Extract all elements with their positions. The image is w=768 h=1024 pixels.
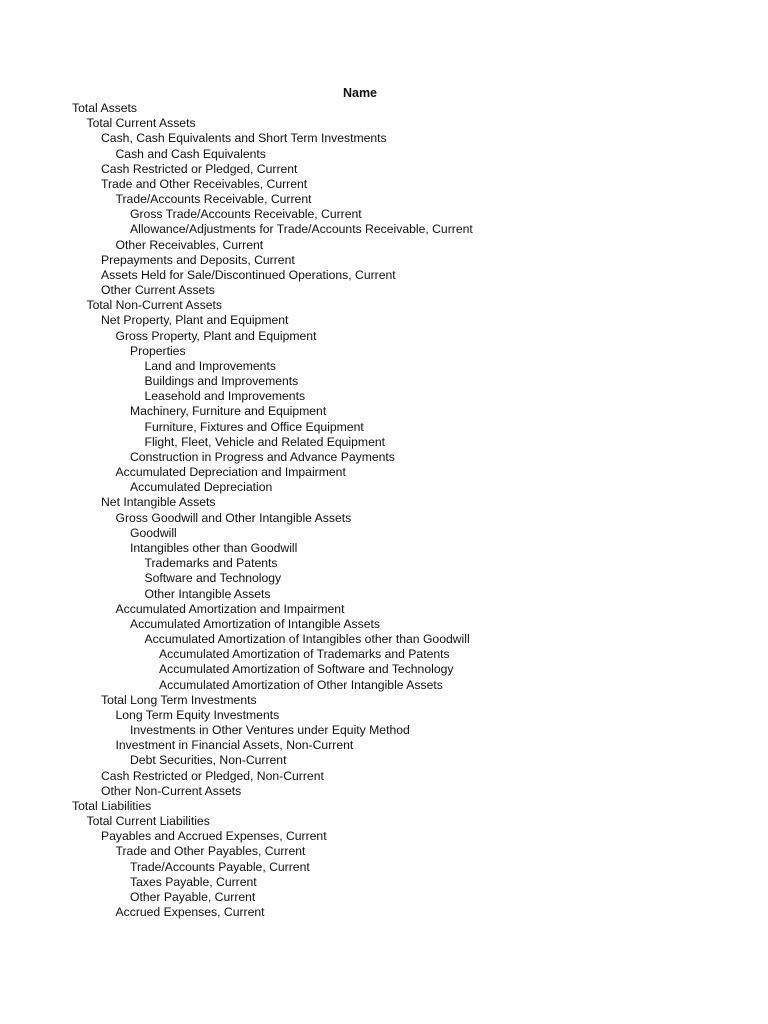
line-item: Long Term Equity Investments	[115, 707, 280, 722]
line-item: Total Assets	[72, 101, 138, 115]
line-item: Other Receivables, Current	[115, 237, 264, 252]
line-item: Debt Securities, Non-Current	[130, 753, 287, 768]
line-item: Cash Restricted or Pledged, Non-Current	[101, 768, 324, 783]
line-item: Construction in Progress and Advance Payments	[130, 449, 395, 464]
line-item: Software and Technology	[144, 571, 282, 586]
line-item: Other Non-Current Assets	[101, 783, 242, 798]
line-item: Cash Restricted or Pledged, Current	[101, 161, 298, 176]
line-item: Accrued Expenses, Current	[115, 905, 265, 920]
line-item: Other Payable, Current	[130, 889, 256, 904]
line-item: Allowance/Adjustments for Trade/Accounts Receivable, Current	[130, 222, 473, 237]
line-item: Accumulated Amortization of Intangibles other than Goodwill	[144, 632, 470, 647]
line-item: Investments in Other Ventures under Equity Method	[130, 723, 410, 738]
line-item: Net Intangible Assets	[101, 495, 216, 510]
line-item: Trade and Other Payables, Current	[115, 844, 306, 859]
line-item: Machinery, Furniture and Equipment	[130, 404, 327, 419]
line-item: Accumulated Depreciation	[130, 480, 273, 495]
line-item: Total Liabilities	[72, 798, 152, 813]
line-item: Taxes Payable, Current	[130, 874, 257, 889]
line-item: Furniture, Fixtures and Office Equipment	[144, 419, 364, 434]
line-item: Cash, Cash Equivalents and Short Term Investments	[101, 131, 387, 146]
line-item: Accumulated Amortization and Impairment	[115, 601, 345, 616]
line-item: Accumulated Amortization of Other Intangible Assets	[159, 677, 443, 692]
line-item: Accumulated Amortization of Intangible Assets	[130, 616, 380, 631]
line-item: Assets Held for Sale/Discontinued Operations, Current	[101, 267, 396, 282]
line-item: Leasehold and Improvements	[144, 389, 306, 404]
line-item: Payables and Accrued Expenses, Current	[101, 829, 327, 844]
line-item: Trade/Accounts Receivable, Current	[115, 192, 312, 207]
line-item-list	[72, 101, 752, 920]
line-item: Trademarks and Patents	[144, 556, 278, 571]
line-item: Land and Improvements	[144, 358, 276, 373]
line-item: Total Long Term Investments	[101, 692, 257, 707]
line-item: Total Current Liabilities	[86, 814, 210, 829]
line-item: Investment in Financial Assets, Non-Current	[115, 738, 354, 753]
line-item: Buildings and Improvements	[144, 374, 299, 389]
column-header-name: Name	[342, 86, 378, 100]
line-item: Gross Goodwill and Other Intangible Assets	[115, 510, 352, 525]
line-item: Gross Trade/Accounts Receivable, Current	[130, 207, 362, 222]
line-item: Total Non-Current Assets	[86, 298, 222, 313]
line-item: Other Current Assets	[101, 283, 215, 298]
line-item: Net Property, Plant and Equipment	[101, 313, 289, 328]
line-item: Accumulated Amortization of Software and Technology	[159, 662, 454, 677]
line-item: Goodwill	[130, 525, 177, 540]
line-item: Accumulated Amortization of Trademarks and Patents	[159, 647, 450, 662]
line-item: Other Intangible Assets	[144, 586, 271, 601]
line-item: Gross Property, Plant and Equipment	[115, 328, 317, 343]
line-item: Prepayments and Deposits, Current	[101, 252, 295, 267]
line-item: Cash and Cash Equivalents	[115, 146, 266, 161]
line-item: Accumulated Depreciation and Impairment	[115, 465, 346, 480]
line-item: Flight, Fleet, Vehicle and Related Equipment	[144, 434, 386, 449]
line-item: Total Current Assets	[86, 116, 196, 131]
line-item: Trade and Other Receivables, Current	[101, 176, 308, 191]
line-item: Intangibles other than Goodwill	[130, 540, 298, 555]
line-item: Properties	[130, 343, 186, 358]
line-item: Trade/Accounts Payable, Current	[130, 859, 310, 874]
